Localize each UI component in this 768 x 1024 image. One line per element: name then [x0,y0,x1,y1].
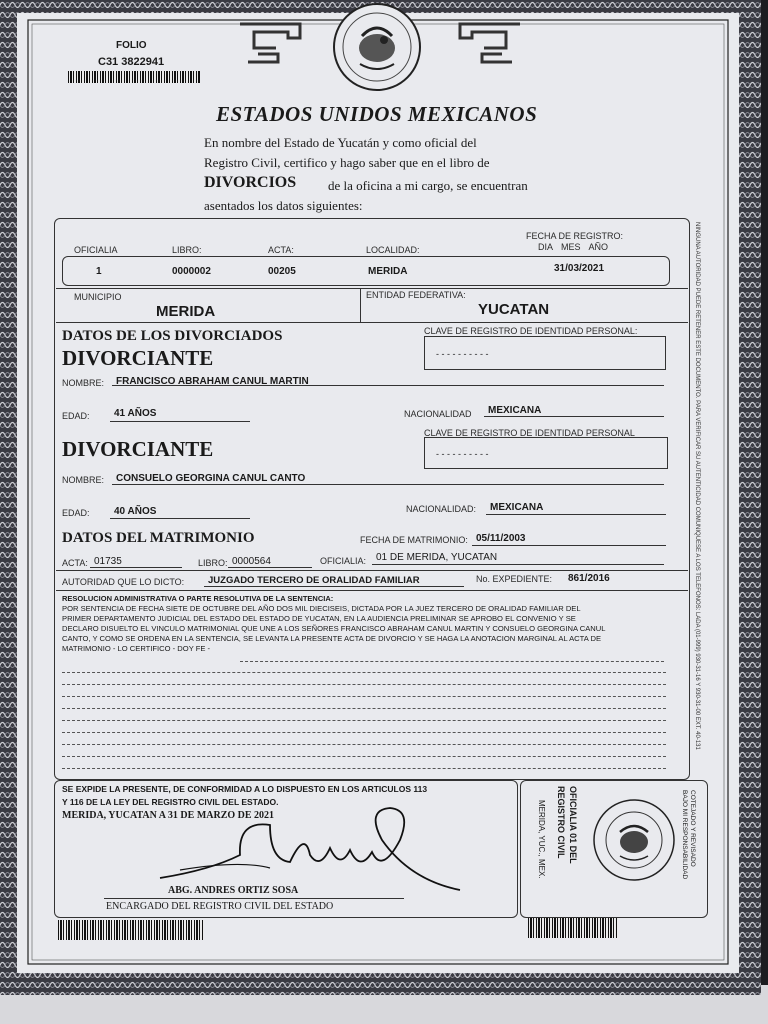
national-crest-icon [332,2,422,92]
nacionalidad-2-label: NACIONALIDAD: [406,504,477,514]
rule [228,567,312,568]
resolucion-line: PRIMER DEPARTAMENTO JUDICIAL DEL ESTADO DEL ESTADO DE YUCATAN, EN LA AUDIENCIA PRELIMINAR SE APROBO EL CONVENIO Y SE [62,614,576,623]
rule [372,564,664,565]
acta-label: ACTA: [268,245,294,255]
acta-matrimonio-value: 01735 [94,556,122,567]
autoridad-label: AUTORIDAD QUE LO DICTO: [62,577,185,587]
rule [472,545,666,546]
acta-matrimonio-label: ACTA: [62,558,88,568]
certification-line-2: Y 116 DE LA LEY DEL REGISTRO CIVIL DEL ESTADO. [62,797,279,807]
fill-line [62,684,666,685]
acta-value: 00205 [268,266,296,277]
fecha-matrimonio-label: FECHA DE MATRIMONIO: [360,535,468,545]
side-legal-text: NINGUNA AUTORIDAD PUEDE RETENER ESTE DOCUMENTO. PARA VERIFICAR SU AUTENTICIDAD COMUNIQUESE A LOS TELEFONOS: LADA (01-999) 930-31-16 Y 930-31-00 EXT. 40-131 [694,222,700,750]
localidad-label: LOCALIDAD: [366,245,420,255]
resolucion-line: POR SENTENCIA DE FECHA SIETE DE OCTUBRE DEL AÑO DOS MIL DIECISEIS, DICTADA POR LA JUEZ TERCERO DE ORALIDAD FAMILIAR DEL [62,604,581,613]
oficialia-matrimonio-label: OFICIALIA: [320,556,367,566]
resolucion-text [62,604,606,654]
divorcios-word: DIVORCIOS [204,174,297,191]
certification-line-1: SE EXPIDE LA PRESENTE, DE CONFORMIDAD A LO DISPUESTO EN LOS ARTICULOS 113 [62,784,428,794]
edad-2-value: 40 AÑOS [114,506,157,517]
municipio-value: MERIDA [156,303,216,320]
oficialia-value: 1 [96,266,102,277]
entidad-value: YUCATAN [478,301,550,318]
resolucion-line: MATRIMONIO - LO CERTIFICO - DOY FE - [62,644,211,653]
nombre-2-label: NOMBRE: [62,475,105,485]
rule [204,586,464,587]
intro-line-2: Registro Civil, certifico y hago saber que en el libro de [204,155,490,170]
firmante-name: ABG. ANDRES ORTIZ SOSA [168,885,299,896]
libro-matrimonio-label: LIBRO: [198,558,228,568]
fill-line [62,732,666,733]
rule [56,288,688,289]
edad-1-value: 41 AÑOS [114,408,157,419]
entidad-label: ENTIDAD FEDERATIVA: [366,290,466,300]
rule [112,484,664,485]
nombre-1-label: NOMBRE: [62,378,105,388]
expediente-value: 861/2016 [568,573,610,584]
autoridad-value: JUZGADO TERCERO DE ORALIDAD FAMILIAR [208,575,420,586]
official-seal-icon [592,798,676,882]
folio-label: FOLIO [116,40,147,51]
fill-line [62,672,666,673]
nombre-1-value: FRANCISCO ABRAHAM CANUL MARTIN [116,376,309,387]
rule [56,322,688,323]
oficialia-label: OFICIALIA [74,245,118,255]
resolucion-label: RESOLUCION ADMINISTRATIVA O PARTE RESOLUTIVA DE LA SENTENCIA: [62,594,334,603]
libro-value: 0000002 [172,266,211,277]
edad-1-label: EDAD: [62,411,90,421]
fecha-registro-value: 31/03/2021 [554,263,605,274]
fill-line [62,768,666,769]
nacionalidad-1-label: NACIONALIDAD [404,409,472,419]
document-title: ESTADOS UNIDOS MEXICANOS [216,102,538,126]
seal-side-2: BAJO MI RESPONSABILIDAD [681,790,688,880]
matrimonio-section-title: DATOS DEL MATRIMONIO [62,530,255,546]
rule [104,898,404,899]
curp-value-2: - - - - - - - - - - [436,449,489,459]
lugar-fecha: MERIDA, YUCATAN A 31 DE MARZO DE 2021 [62,810,275,821]
curp-label-2: CLAVE DE REGISTRO DE IDENTIDAD PERSONAL [424,428,635,438]
divorciados-section-title: DATOS DE LOS DIVORCIADOS [62,328,283,344]
libro-label: LIBRO: [172,245,202,255]
municipio-label: MUNICIPIO [74,292,122,302]
fill-line [240,661,664,662]
firmante-cargo: ENCARGADO DEL REGISTRO CIVIL DEL ESTADO [106,901,334,912]
rule [90,567,182,568]
seal-text-2: REGISTRO CIVIL [556,786,566,859]
dia-mes-anio-label: DIA MES AÑO [538,242,609,252]
folio-number: C31 3822941 [98,56,165,68]
curp-value-1: - - - - - - - - - - [436,349,489,359]
fecha-matrimonio-value: 05/11/2003 [476,533,526,544]
intro-line-1: En nombre del Estado de Yucatán y como oficial del [204,135,477,150]
fill-line [62,708,666,709]
divorciante-2-heading: DIVORCIANTE [62,437,214,461]
rule [110,421,250,422]
libro-matrimonio-value: 0000564 [232,556,271,567]
curp-label-1: CLAVE DE REGISTRO DE IDENTIDAD PERSONAL: [424,326,638,336]
fill-line [62,720,666,721]
rule [110,518,250,519]
fecha-registro-label: FECHA DE REGISTRO: [526,231,624,241]
rule [112,385,664,386]
rule [56,570,688,571]
rule [484,416,664,417]
bottom-barcode-left [58,920,204,940]
nacionalidad-2-value: MEXICANA [490,502,544,513]
rule [486,514,666,515]
localidad-value: MERIDA [368,266,408,277]
divider [360,288,361,322]
intro-line-3: de la oficina a mi cargo, se encuentran [328,178,528,193]
seal-side-1: COTEJADO Y REVISADO [689,790,696,867]
edad-2-label: EDAD: [62,508,90,518]
bottom-barcode-right [528,918,618,938]
resolucion-line: DECLARO DISUELTO EL VINCULO MATRIMONIAL QUE UNE A LOS SEÑORES FRANCISCO ABRAHAM CANUL MARTIN Y CONSUELO GEORGINA CANUL [62,624,606,633]
nacionalidad-1-value: MEXICANA [488,405,542,416]
fill-line [62,744,666,745]
seal-text-1: OFICIALIA 01 DEL [568,786,578,864]
intro-line-4: asentados los datos siguientes: [204,198,363,213]
fill-line [62,696,666,697]
rule [56,590,688,591]
fill-line [62,756,666,757]
expediente-label: No. EXPEDIENTE: [476,574,553,584]
nombre-2-value: CONSUELO GEORGINA CANUL CANTO [116,473,306,484]
oficialia-matrimonio-value: 01 DE MERIDA, YUCATAN [376,552,498,563]
resolucion-line: CANTO, Y COMO SE ORDENA EN LA SENTENCIA, SE LEVANTA LA PRESENTE ACTA DE DIVORCIO Y SE HAGA LA ANOTACION MARGINAL AL ACTA DE [62,634,602,643]
seal-text-3: MERIDA, YUC., MEX. [537,800,546,879]
divorciante-1-heading: DIVORCIANTE [62,346,214,370]
folio-barcode [68,71,200,83]
